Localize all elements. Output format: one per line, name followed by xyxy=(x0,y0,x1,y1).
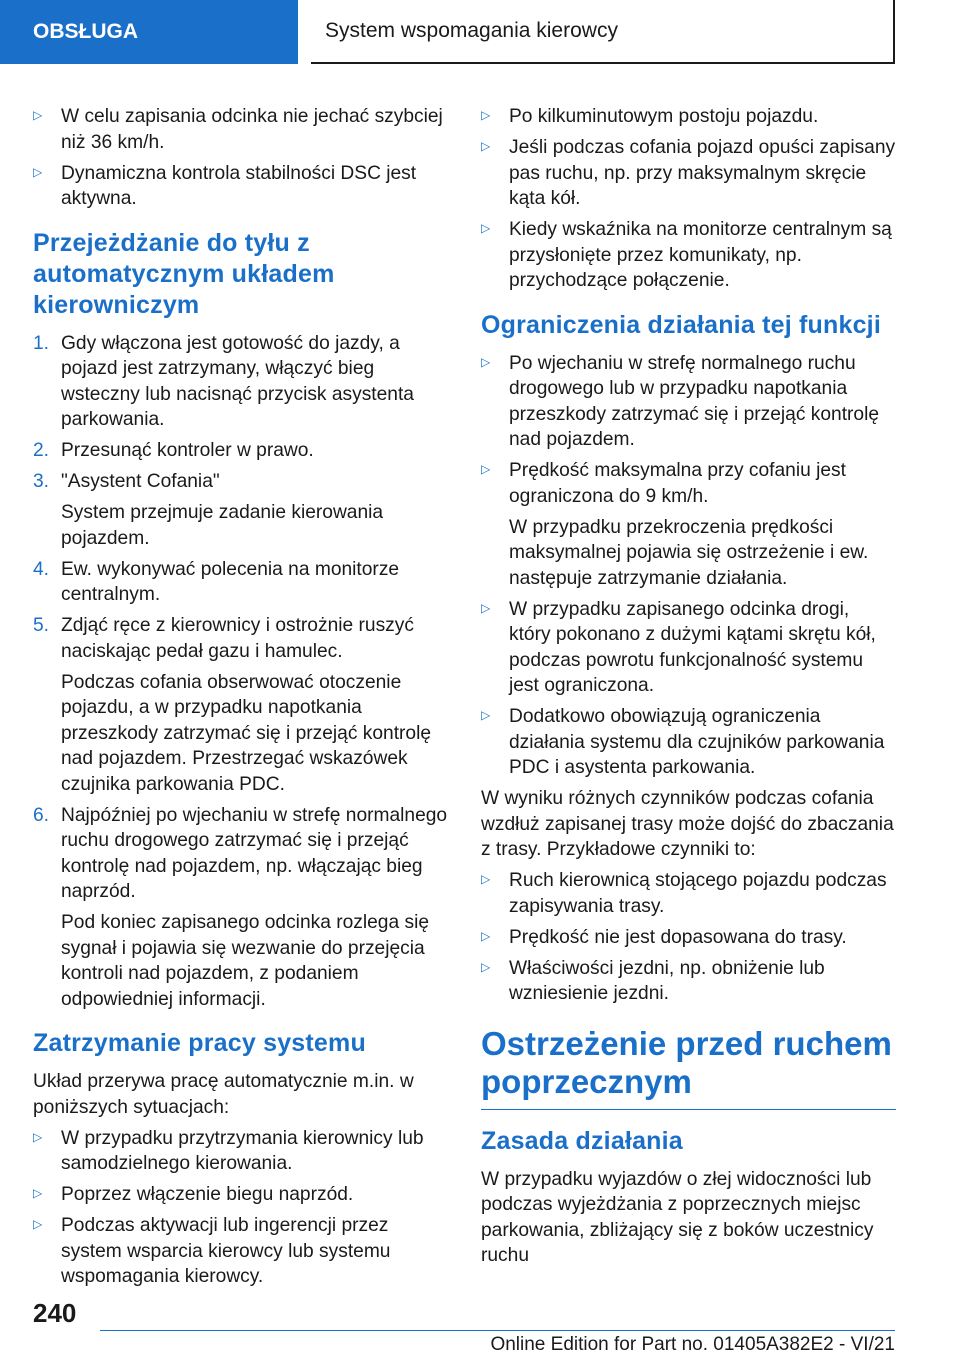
left-column xyxy=(33,104,448,1295)
list-item: ▷ W przypadku zapisanego odcinka drogi, który pokonano z dużymi kątami skrętu kół, podczas powrotu funkcjonalność systemu jest ograniczona. xyxy=(481,598,876,696)
list-item: ▷ W celu zapisania odcinka nie jechać szybciej niż 36 km/h. xyxy=(33,106,443,153)
list-item: ▷ Podczas aktywacji lub ingerencji przez system wsparcia kierowcy lub systemu wspomagania kierowcy. xyxy=(33,1215,391,1287)
list-item: ▷ W przypadku przytrzymania kierownicy lub samodzielnego kierowania. xyxy=(33,1127,424,1174)
heading-limits: Ograniczenia działania tej funkcji xyxy=(481,310,881,339)
edition-note: Online Edition for Part no. 01405A382E2 - VI/21 xyxy=(490,1334,895,1355)
list-item: ▷ Właściwości jezdni, np. obniżenie lub wzniesienie jezdni. xyxy=(481,957,825,1004)
triangle-bullet-icon: ▷ xyxy=(481,872,491,886)
section-title: System wspomagania kierowcy xyxy=(311,0,895,64)
list-item: ▷ Ruch kierownicą stojącego pojazdu podczas zapisywania trasy. xyxy=(481,870,887,917)
triangle-bullet-icon: ▷ xyxy=(481,139,491,153)
list-item: ▷ Prędkość nie jest dopasowana do trasy. xyxy=(481,926,847,948)
triangle-bullet-icon: ▷ xyxy=(481,221,491,235)
triangle-bullet-icon: ▷ xyxy=(33,108,43,122)
triangle-bullet-icon: ▷ xyxy=(481,708,491,722)
list-item: ▷ Dynamiczna kontrola stabilności DSC jest aktywna. xyxy=(33,162,417,209)
triangle-bullet-icon: ▷ xyxy=(481,462,491,476)
list-item: ▷ Prędkość maksymalna przy cofaniu jest ograniczona do 9 km/h. W przypadku przekroczenia prędkości maksymalnej pojawia się ostrzeżenie i ew. następuje zatrzymanie działania. xyxy=(481,460,869,589)
triangle-bullet-icon: ▷ xyxy=(481,108,491,122)
step-item: 6. Najpóźniej po wjechaniu w strefę normalnego ruchu drogowego zatrzymać się i przejąć kontrolę nad pojazdem, np. włączając bieg naprzód. Pod koniec zapisanego odcinka rozlega się sygnał i pojawia się wezwanie do przejęcia kontroli nad pojazdem, z podaniem odpowiedniej informacji. xyxy=(33,804,448,1010)
triangle-bullet-icon: ▷ xyxy=(33,1217,43,1231)
list-item: ▷ Poprzez włączenie biegu naprzód. xyxy=(33,1184,354,1205)
step-item: 4. Ew. wykonywać polecenia na monitorze centralnym. xyxy=(33,558,400,605)
footer-divider xyxy=(100,1330,895,1331)
triangle-bullet-icon: ▷ xyxy=(33,1129,43,1144)
triangle-bullet-icon: ▷ xyxy=(481,600,491,615)
step-item: 2. Przesunąć kontroler w prawo. xyxy=(33,440,314,461)
heading-system-stop: Zatrzymanie pracy systemu xyxy=(33,1029,366,1057)
paragraph: Układ przerywa pracę automatycznie m.in. w poniższych sytuacjach: xyxy=(33,1071,414,1118)
triangle-bullet-icon: ▷ xyxy=(481,354,491,369)
page-number: 240 xyxy=(33,1298,77,1328)
chapter-tab: OBSŁUGA xyxy=(0,0,298,64)
paragraph: W wyniku różnych czynników podczas cofania wzdłuż zapisanej trasy może dojść do zbaczania z trasy. Przykładowe czynniki to: xyxy=(481,788,894,860)
list-item: ▷ Po kilkuminutowym postoju pojazdu. xyxy=(481,106,819,127)
list-item: ▷ Kiedy wskaźnika na monitorze centralnym są przysłonięte przez komunikaty, np. przychodzące połączenie. xyxy=(481,219,892,291)
triangle-bullet-icon: ▷ xyxy=(33,1186,43,1200)
triangle-bullet-icon: ▷ xyxy=(33,164,43,179)
heading-principle: Zasada działania xyxy=(481,1126,683,1155)
step-item: 3. "Asystent Cofania" System przejmuje zadanie kierowania pojazdem. xyxy=(33,471,384,549)
heading-reverse-steering: Przejeżdżanie do tyłu z automatycznym układem kierowniczym xyxy=(33,228,335,319)
list-item: ▷ Po wjechaniu w strefę normalnego ruchu drogowego lub w przypadku napotkania przeszkody zatrzymać się i przejąć kontrolę nad pojazdem. xyxy=(481,352,880,450)
step-item: 5. Zdjąć ręce z kierownicy i ostrożnie ruszyć naciskając pedał gazu i hamulec. Podczas cofania obserwować otoczenie pojazdu, a w przypadku napotkania przeszkody zatrzymać się i przejąć kontrolę nad pojazdem. Przestrzegać wskazówek czujnika parkowania PDC. xyxy=(33,615,432,795)
right-column xyxy=(481,104,896,1274)
heading-cross-traffic: Ostrzeżenie przed ruchem poprzecznym xyxy=(481,1025,896,1110)
step-item: 1. Gdy włączona jest gotowość do jazdy, a pojazd jest zatrzymany, włączyć bieg wsteczny lub nacisnąć przycisk asystenta parkowania. xyxy=(33,332,414,430)
list-item: ▷ Jeśli podczas cofania pojazd opuści zapisany pas ruchu, np. przy maksymalnym skręcie kąta kół. xyxy=(481,137,896,209)
triangle-bullet-icon: ▷ xyxy=(481,928,491,943)
triangle-bullet-icon: ▷ xyxy=(481,959,491,974)
list-item: ▷ Dodatkowo obowiązują ograniczenia działania systemu dla czujników parkowania PDC i asystenta parkowania. xyxy=(481,706,885,778)
paragraph: W przypadku wyjazdów o złej widoczności lub podczas wyjeżdżania z poprzecznych miejsc parkowania, zbliżający się z boków uczestnicy ruchu xyxy=(481,1168,874,1266)
